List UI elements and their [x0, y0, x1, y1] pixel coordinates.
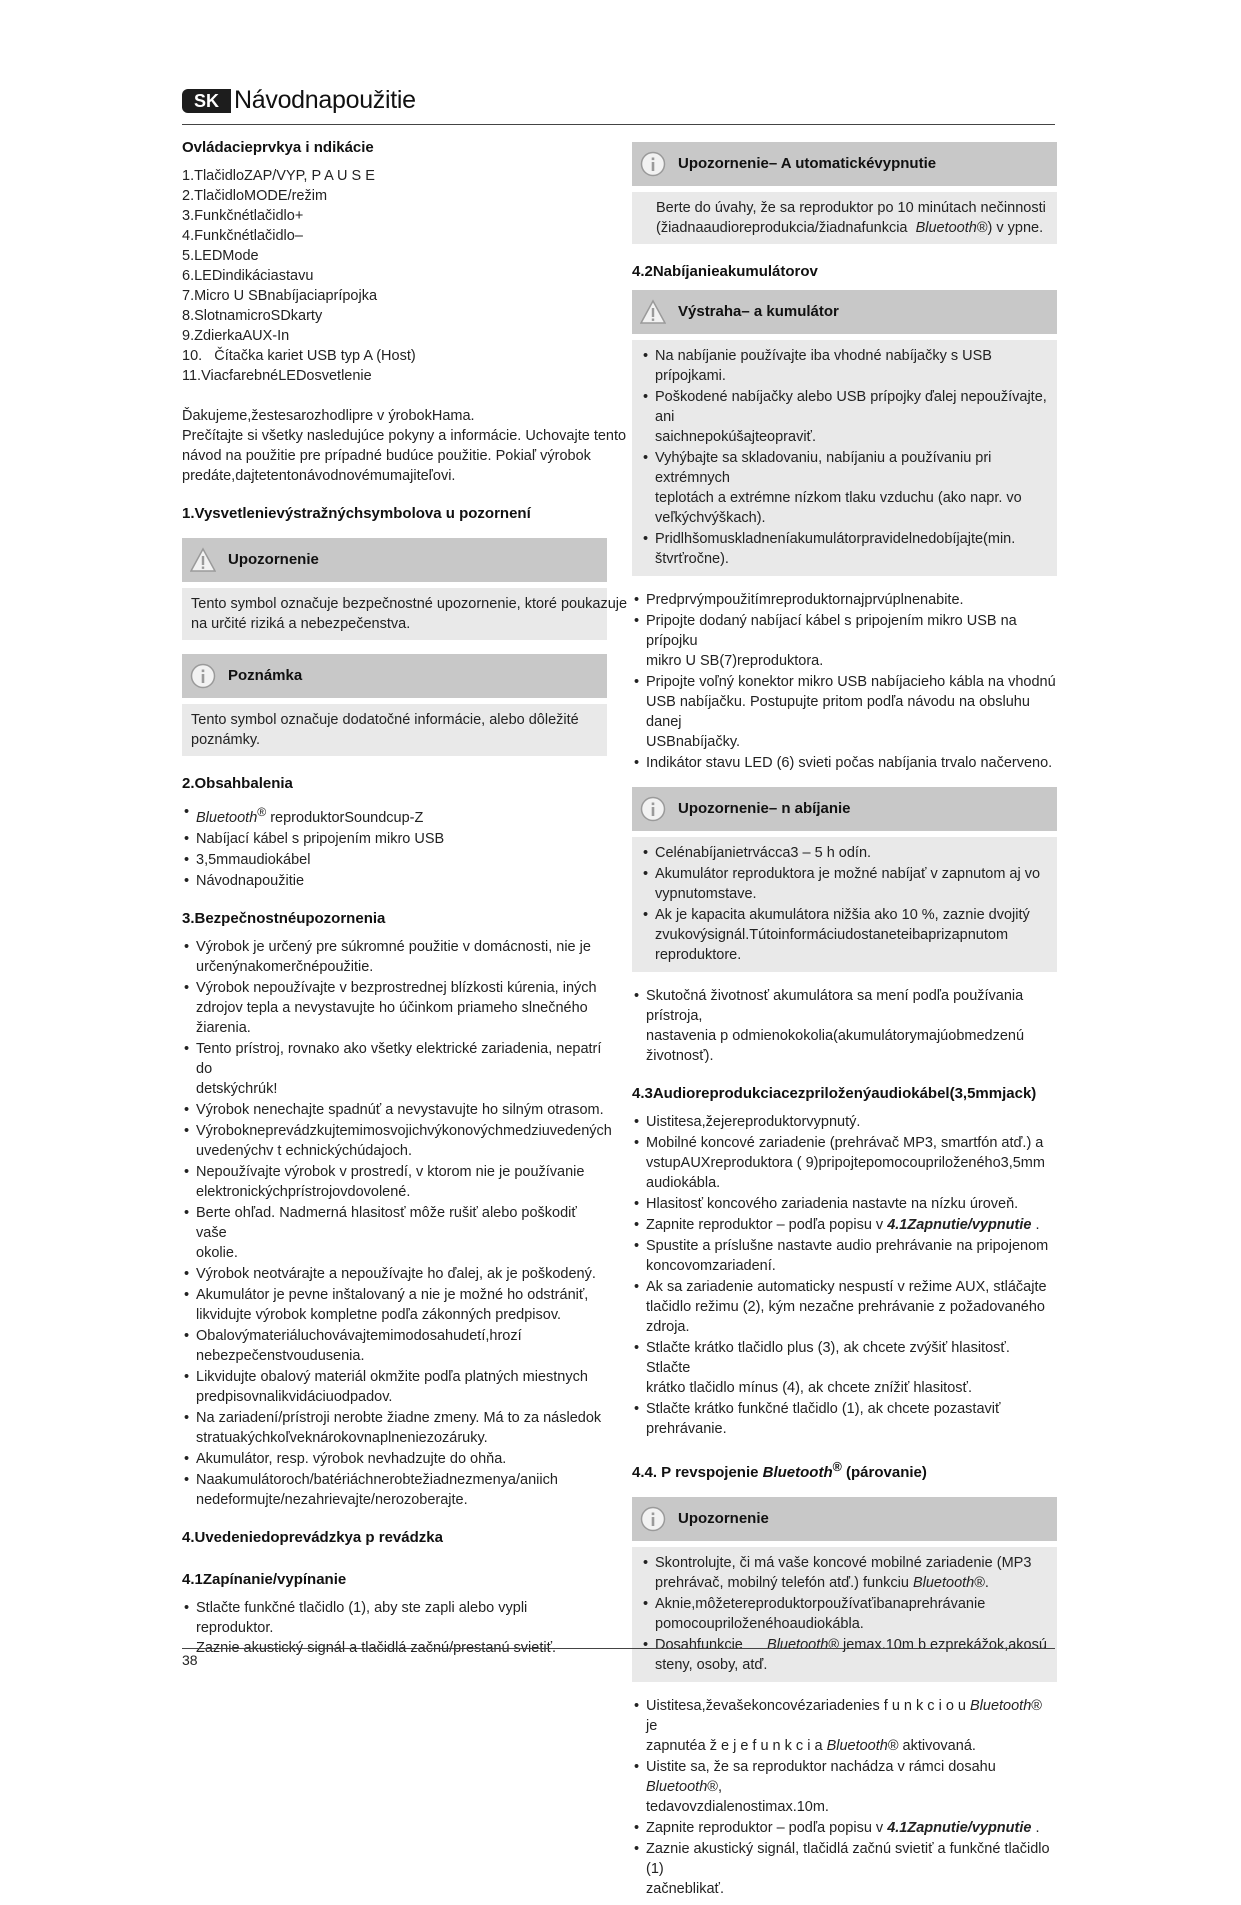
- li-line: Zaznie akustický signál a tlačidlá začnú/prestanú svietiť.: [196, 1639, 557, 1656]
- heading-section-2: 2.Obsahbalenia: [182, 775, 293, 792]
- warning-box: [182, 538, 628, 640]
- li-line: žiarenia.: [196, 1019, 251, 1036]
- list-item: [641, 529, 1048, 569]
- text-part: .: [1031, 1820, 1040, 1836]
- li-line: vypnutomstave.: [655, 886, 757, 902]
- auto-off-box-body: [632, 192, 1057, 244]
- list-item: [641, 864, 1048, 904]
- control-item: 8.SlotnamicroSDkarty: [182, 308, 323, 324]
- li-line: [646, 1757, 1057, 1797]
- li-line: predpisovnalikvidáciuodpadov.: [196, 1388, 393, 1405]
- li-line: • Aknie,môžetereproduktorpoužívaťibanaprehrávanie: [655, 1596, 986, 1612]
- list-item: [641, 1594, 1048, 1634]
- warning-box-title: Upozornenie: [228, 551, 319, 568]
- li-line: tedavovzdialenostimax.10m.: [646, 1799, 829, 1815]
- list-item: [632, 1696, 1057, 1756]
- text-part: ® je: [646, 1698, 1042, 1734]
- li-line: • Celénabíjanietrvácca3 – 5 h odín.: [655, 845, 872, 861]
- li-line: • Akumulátor reproduktora je možné nabíjať v zapnutom aj vo: [655, 866, 1041, 882]
- li-line: • Výrobok nenechajte spadnúť a nevystavujte ho silným otrasom.: [196, 1101, 604, 1118]
- section-reference: 4.1Zapnutie/vypnutie: [887, 1820, 1032, 1836]
- li-line: • Likvidujte obalový materiál okmžite podľa platných miestnych: [196, 1368, 588, 1385]
- li-line: • Stlačte funkčné tlačidlo (1), aby ste zapli alebo vypli reproduktor.: [196, 1599, 528, 1636]
- warning-triangle-icon: [640, 299, 666, 325]
- note-box-body: [182, 704, 607, 756]
- li-line: zdrojov tepla a nevystavujte ho účinkom priameho slnečného: [196, 999, 588, 1016]
- bluetooth-text: Bluetooth: [762, 1464, 833, 1481]
- pairing-steps-list: [632, 1696, 1057, 1899]
- li-line: tlačidlo režimu (2), kým nezačne prehrávanie z požadovaného: [646, 1299, 1045, 1315]
- control-item: 1.TlačidloZAP/VYP, P A U S E: [182, 168, 375, 184]
- li-line: • Ak sa zariadenie automaticky nespustí v režime AUX, stláčajte: [646, 1279, 1047, 1295]
- page-header: [182, 86, 416, 115]
- heading-part: 4.4. P revspojenie: [632, 1464, 763, 1481]
- text-part: .: [1031, 1217, 1040, 1233]
- info-icon: [640, 151, 666, 177]
- control-item: 9.ZdierkaAUX-In: [182, 328, 290, 344]
- li-line: začneblikať.: [646, 1881, 724, 1897]
- li-line: • Spustite a príslušne nastavte audio prehrávanie na pripojenom: [646, 1238, 1049, 1254]
- li-line: mikro U SB(7)reproduktora.: [646, 653, 824, 669]
- battery-warning-title: Výstraha– a kumulátor: [678, 303, 839, 320]
- package-list: [182, 802, 607, 891]
- info-icon: [190, 663, 216, 689]
- intro-paragraph: [182, 406, 627, 486]
- li-line: audiokábla.: [646, 1175, 721, 1191]
- list-item: [641, 1553, 1048, 1593]
- list-item: [641, 905, 1048, 965]
- list-item: [641, 1635, 1048, 1675]
- li-line: určenýnakomerčnépoužitie.: [196, 958, 374, 975]
- text-part: ®,: [707, 1779, 722, 1795]
- li-line: [646, 1736, 1057, 1756]
- text-part: (žiadnaaudioreprodukcia/žiadnafunkcia: [656, 220, 916, 236]
- bluetooth-text: Bluetooth: [826, 1738, 888, 1754]
- pairing-note-title: Upozornenie: [678, 1510, 769, 1527]
- intro-line: predáte,dajtetentonávodnovémumajiteľovi.: [182, 468, 456, 484]
- controls-list: [182, 166, 607, 386]
- auto-off-box-header: [632, 142, 1057, 186]
- li-line: • Uistitesa,žejereproduktorvypnutý.: [646, 1114, 861, 1130]
- li-line: • Akumulátor je pevne inštalovaný a nie je možné ho odstrániť,: [196, 1286, 589, 1303]
- note-box-header: [182, 654, 607, 698]
- li-line: USBnabíjačky.: [646, 734, 741, 750]
- bluetooth-text: Bluetooth: [970, 1698, 1032, 1714]
- heading-section-1: 1.Vysvetlenievýstražnýchsymbolova u pozornení: [182, 505, 531, 522]
- list-item: [632, 672, 1057, 752]
- li-line: likvidujte výrobok kompletne podľa zákonných predpisov.: [196, 1306, 562, 1323]
- list-item: [182, 1203, 607, 1263]
- control-item: 4.Funkčnétlačidlo–: [182, 228, 303, 244]
- list-item: [632, 1818, 1057, 1838]
- list-item: [182, 1326, 607, 1366]
- list-item: [182, 1449, 607, 1469]
- li-line: • Výrobok je určený pre súkromné použitie v domácnosti, nie je: [196, 938, 591, 955]
- bluetooth-text: Bluetooth: [915, 220, 977, 236]
- li-line: veľkýchvýškach).: [655, 510, 766, 526]
- box-line: Tento symbol označuje bezpečnostné upozornenie, ktoré poukazuje: [191, 596, 628, 612]
- li-line: • Skutočná životnosť akumulátora sa mení podľa používania prístroja,: [646, 988, 1024, 1024]
- li-line: • Skontrolujte, či má vaše koncové mobilné zariadenie (MP3: [655, 1555, 1032, 1571]
- li-line: teplotách a extrémne nízkom tlaku vzduchu (ako napr. vo: [655, 490, 1022, 506]
- intro-line: Ďakujeme,žestesarozhodlipre v ýrobokHama.: [182, 408, 475, 424]
- list-item: [632, 1277, 1057, 1337]
- li-line: steny, osoby, atď.: [655, 1657, 768, 1673]
- footer-divider: [182, 1648, 1055, 1649]
- control-item: 10. Čítačka kariet USB typ A (Host): [182, 348, 416, 364]
- li-line: • Stlačte krátko tlačidlo plus (3), ak chcete zvýšiť hlasitosť. Stlačte: [646, 1340, 1010, 1376]
- li-line: zvukovýsignál.Tútoinformáciudostaneteibaprizapnutom: [655, 927, 1009, 943]
- li-line: uvedenýchv t echnickýchúdajoch.: [196, 1142, 413, 1159]
- box-line: na určité riziká a nebezpečenstva.: [191, 616, 411, 632]
- pairing-note-header: [632, 1497, 1057, 1541]
- heading-section-4-4: [632, 1457, 1057, 1483]
- charging-note-body: [632, 837, 1057, 972]
- li-line: • Nepoužívajte výrobok v prostredí, v ktorom nie je používanie: [196, 1163, 585, 1180]
- right-column: [632, 142, 1057, 1905]
- battery-life-list: [632, 986, 1057, 1066]
- list-item: [632, 611, 1057, 671]
- warning-box-body: [182, 588, 628, 640]
- box-line: [656, 218, 1048, 238]
- li-line: • Obalovýmateriáluchovávajtemimodosahudetí,hrozí: [196, 1327, 522, 1344]
- text-part: Uistite sa, že sa reproduktor nachádza v rámci dosahu: [646, 1759, 996, 1775]
- warning-box-header: [182, 538, 607, 582]
- li-line: • Hlasitosť koncového zariadenia nastavte na nízku úroveň.: [646, 1196, 1019, 1212]
- list-item: [632, 1236, 1057, 1276]
- li-line: • Výrobok neotvárajte a nepoužívajte ho ďalej, ak je poškodený.: [196, 1265, 596, 1282]
- control-item: 11.ViacfarebnéLEDosvetlenie: [182, 368, 372, 384]
- control-item: 7.Micro U SBnabíjaciaprípojka: [182, 288, 378, 304]
- battery-warning-box: [632, 290, 1057, 576]
- li-line: • Pripojte voľný konektor mikro USB nabíjacieho kábla na vhodnú: [646, 674, 1056, 690]
- li-line: • Akumulátor, resp. výrobok nevhadzujte do ohňa.: [196, 1450, 507, 1467]
- page-number: 38: [182, 1652, 198, 1668]
- li-line: • Vyhýbajte sa skladovaniu, nabíjaniu a používaniu pri extrémnych: [655, 450, 992, 486]
- list-item: [182, 937, 607, 977]
- li-line: • Mobilné koncové zariadenie (prehrávač MP3, smartfón atď.) a: [646, 1135, 1044, 1151]
- heading-controls: Ovládacieprvkya i ndikácie: [182, 139, 374, 156]
- control-item: 5.LEDMode: [182, 248, 259, 264]
- text-part: ®) v ypne.: [976, 220, 1044, 236]
- header-divider: [182, 124, 1055, 125]
- li-line: • Zaznie akustický signál, tlačidlá začnú svietiť a funkčné tlačidlo (1): [646, 1841, 1050, 1877]
- li-line: • Výrobokneprevádzkujtemimosvojichvýkonovýchmedziuvedených: [196, 1122, 612, 1139]
- li-line: vstupAUXreproduktora ( 9)pripojtepomocoupriloženého3,5mm: [646, 1155, 1045, 1171]
- li-line: stratuakýchkoľveknárokovnaplneniezozáruky.: [196, 1429, 488, 1446]
- list-item: [182, 1162, 607, 1202]
- li-line: • Pridlhšomuskladneníakumulátorpravidelnedobíjajte(min.: [655, 531, 1016, 547]
- text-part: Uistitesa,ževašekoncovézariadenies f u n k c i o u: [646, 1698, 970, 1714]
- heading-section-4-1: 4.1Zapínanie/vypínanie: [182, 1570, 347, 1588]
- list-item: [632, 986, 1057, 1066]
- li-line: [655, 1635, 1048, 1655]
- li-line: krátko tlačidlo mínus (4), ak chcete znížiť hlasitosť.: [646, 1380, 972, 1396]
- li-line: • Indikátor stavu LED (6) svieti počas nabíjania trvalo načerveno.: [646, 755, 1053, 771]
- list-item: [182, 1285, 607, 1325]
- li-line: elektronickýchprístrojovdovolené.: [196, 1183, 411, 1200]
- pairing-note-box: [632, 1497, 1057, 1682]
- box-line: Berte do úvahy, že sa reproduktor po 10 minútach nečinnosti: [656, 200, 1046, 216]
- control-item: 3.Funkčnétlačidlo+: [182, 208, 304, 224]
- list-item: [632, 1112, 1057, 1132]
- list-item: • Nabíjací kábel s pripojením mikro USB: [182, 829, 607, 849]
- list-item: [632, 753, 1057, 773]
- li-line: • Predprvýmpoužitímreproduktornajprvúplnenabite.: [646, 592, 964, 608]
- li-line: koncovomzariadení.: [646, 1258, 776, 1274]
- intro-line: Prečítajte si všetky nasledujúce pokyny a informácie. Uchovajte tento: [182, 428, 627, 444]
- li-line: • Stlačte krátko funkčné tlačidlo (1), ak chcete pozastaviť prehrávanie.: [646, 1401, 1001, 1437]
- registered-mark: ®: [257, 805, 267, 819]
- language-badge: SK: [182, 89, 231, 113]
- list-item: [632, 1194, 1057, 1214]
- bluetooth-text: Bluetooth: [196, 809, 258, 826]
- li-line: • Na zariadení/prístroji nerobte žiadne zmeny. Má to za následok: [196, 1409, 602, 1426]
- li-line: zdroja.: [646, 1319, 690, 1335]
- li-line: [655, 1573, 1048, 1593]
- text-part: prehrávač, mobilný telefón atď.) funkciu: [655, 1575, 913, 1591]
- auto-off-box: [632, 142, 1057, 244]
- info-icon: [640, 1506, 666, 1532]
- heading-section-4: 4.Uvedeniedoprevádzkya p revádzka: [182, 1528, 443, 1546]
- list-item: [641, 843, 1048, 863]
- note-box-title: Poznámka: [228, 667, 303, 684]
- heading-section-3: 3.Bezpečnostnéupozornenia: [182, 909, 386, 927]
- intro-line: návod na použitie pre prípadné budúce použitie. Pokiaľ výrobok: [182, 448, 591, 464]
- charging-steps-list: [632, 590, 1057, 773]
- list-item: [632, 1399, 1057, 1439]
- left-column: [182, 138, 628, 1664]
- list-item: [641, 346, 1048, 386]
- list-item: [182, 1100, 607, 1120]
- pairing-note-body: [632, 1547, 1057, 1682]
- list-item: [182, 1039, 607, 1099]
- text-part: Zapnite reproduktor – podľa popisu v: [646, 1820, 888, 1836]
- list-item: [632, 1133, 1057, 1193]
- list-item: [182, 802, 607, 828]
- list-item: [632, 590, 1057, 610]
- bluetooth-text: Bluetooth: [912, 1575, 975, 1591]
- list-item: [632, 1757, 1057, 1817]
- li-line: • Pripojte dodaný nabíjací kábel s pripojením mikro USB na prípojku: [646, 613, 1017, 649]
- li-line: životnosť).: [646, 1048, 714, 1064]
- list-item: [641, 448, 1048, 528]
- list-item: [641, 387, 1048, 447]
- li-line: • Poškodené nabíjačky alebo USB prípojky ďalej nepoužívajte, ani: [655, 389, 1047, 425]
- list-item: • Návodnapoužitie: [182, 871, 607, 891]
- safety-list: [182, 937, 612, 1510]
- text-part: Zapnite reproduktor – podľa popisu v: [646, 1217, 888, 1233]
- li-line: • Berte ohľad. Nadmerná hlasitosť môže rušiť alebo poškodiť vaše: [196, 1204, 577, 1241]
- li-line: detskýchrúk!: [196, 1080, 278, 1097]
- li-line: • Výrobok nepoužívajte v bezprostrednej blízkosti kúrenia, iných: [196, 979, 597, 996]
- control-item: 2.TlačidloMODE/režim: [182, 188, 328, 204]
- list-item: [182, 1121, 612, 1161]
- heading-section-4-2: 4.2Nabíjanieakumulátorov: [632, 263, 818, 280]
- document-title: Návodnapoužitie: [234, 86, 416, 114]
- li-line: nastavenia p odmienokokolia(akumulátorymajúobmedzenú: [646, 1028, 1025, 1044]
- li-line: • Na nabíjanie používajte iba vhodné nabíjačky s USB prípojkami.: [655, 348, 992, 384]
- bluetooth-text: Bluetooth: [646, 1779, 708, 1795]
- list-item: [182, 1408, 607, 1448]
- list-item: [632, 1839, 1057, 1899]
- list-item: [632, 1338, 1057, 1398]
- heading-section-4-3: 4.3Audioreprodukciacezpriloženýaudiokábel(3,5mmjack): [632, 1085, 1037, 1102]
- text-part: Dosahfunkcie: [655, 1637, 768, 1653]
- bluetooth-text: Bluetooth: [767, 1637, 829, 1653]
- li-line: štvrťročne).: [655, 551, 729, 567]
- control-item: 6.LEDindikáciastavu: [182, 268, 314, 284]
- list-item: [632, 1215, 1057, 1235]
- text-part: ® aktivovaná.: [887, 1738, 976, 1754]
- li-line: nedeformujte/nezahrievajte/nerozoberajte.: [196, 1491, 468, 1508]
- note-box: [182, 654, 607, 756]
- li-line: • Tento prístroj, rovnako ako všetky elektrické zariadenia, nepatrí do: [196, 1040, 602, 1077]
- auto-off-box-title: Upozornenie– A utomatickévypnutie: [678, 155, 937, 172]
- li-line: nebezpečenstvoudusenia.: [196, 1347, 365, 1364]
- text-part: ®.: [974, 1575, 989, 1591]
- audio-steps-list: [632, 1112, 1057, 1439]
- li-line: okolie.: [196, 1244, 238, 1261]
- li-line: • Ak je kapacita akumulátora nižšia ako 10 %, zaznie dvojitý: [655, 907, 1030, 923]
- section-reference: 4.1Zapnutie/vypnutie: [887, 1217, 1032, 1233]
- text-part: ® jemax.10m b ezprekážok,akosú: [828, 1637, 1047, 1653]
- list-item: [182, 1264, 607, 1284]
- li-line: reproduktore.: [655, 947, 742, 963]
- list-item: [182, 1367, 607, 1407]
- box-line: Tento symbol označuje dodatočné informácie, alebo dôležité: [191, 712, 579, 728]
- li-line: USB nabíjačku. Postupujte pritom podľa návodu na obsluhu danej: [646, 694, 1030, 730]
- charging-note-title: Upozornenie– n abíjanie: [678, 800, 851, 817]
- item-text: reproduktorSoundcup-Z: [266, 809, 424, 826]
- li-line: [646, 1696, 1057, 1736]
- list-item: [182, 1470, 607, 1510]
- li-line: pomocoupriloženéhoaudiokábla.: [655, 1616, 864, 1632]
- battery-warning-header: [632, 290, 1057, 334]
- list-item: • 3,5mmaudiokábel: [182, 850, 607, 870]
- text-part: zapnutéa ž e j e f u n k c i a: [646, 1738, 827, 1754]
- box-line: poznámky.: [191, 732, 261, 748]
- info-icon: [640, 796, 666, 822]
- registered-mark: ®: [832, 1460, 842, 1474]
- list-item: [182, 978, 607, 1038]
- battery-warning-body: [632, 340, 1057, 576]
- charging-note-header: [632, 787, 1057, 831]
- li-line: saichnepokúšajteopraviť.: [655, 429, 817, 445]
- warning-triangle-icon: [190, 547, 216, 573]
- li-line: • Naakumulátoroch/batériáchnerobtežiadnezmenya/aniich: [196, 1471, 558, 1488]
- heading-part: (párovanie): [841, 1464, 927, 1481]
- charging-note-box: [632, 787, 1057, 972]
